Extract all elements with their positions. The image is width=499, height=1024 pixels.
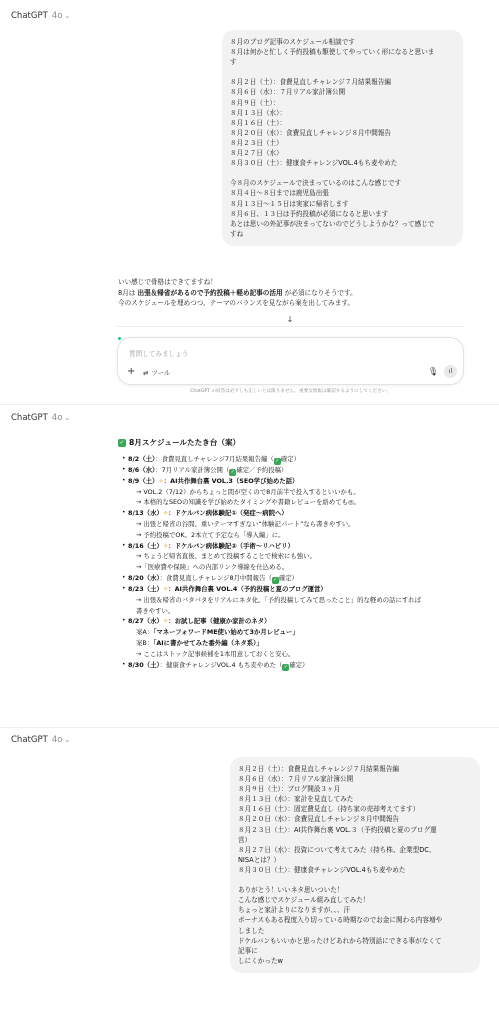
message-line: ありがとう！いいネタ思いついた！ — [238, 886, 344, 895]
model-label[interactable]: 4o — [51, 735, 63, 745]
message-line: ８月のブログ記事のスケジュール相談です — [230, 38, 355, 46]
assistant-line: 8月は 出張＆帰省があるので予約投稿＋軽め記事の活用 が必須になりそうです。 — [118, 288, 357, 297]
message-line: ８月は何かと忙しく予約投稿も駆使してやっていく形になると思いま — [230, 48, 435, 57]
message-line: ボーナスもある程度入り切っている時期なのでお金に関わる内容増や — [238, 916, 443, 925]
message-line: ８月４日〜８日までは鹿児島出張 — [230, 189, 329, 198]
check-icon: ✓ — [275, 457, 280, 464]
list-item: • 8/2（土）：食費見直しチャレンジ7月結果報告編（✓確定） — [122, 454, 300, 464]
sliders-icon: ⇄ — [143, 368, 149, 377]
app-title[interactable]: ChatGPT — [11, 11, 48, 21]
sparkle-icon: ✧ — [162, 509, 169, 518]
message-line: ８月１６日（土）： — [230, 118, 287, 127]
top-bar — [0, 2, 499, 30]
message-line: 記事に — [238, 946, 258, 955]
prompt-input[interactable]: 質問してみましょう — [129, 350, 189, 358]
message-line: ８月１３日〜１５日は実家に帰省します — [230, 199, 349, 208]
list-subitem: 案A：「マネーフォワードME使い始めて3か月レビュー」 — [136, 628, 299, 637]
list-subitem: →「医療費や保険」への内部リンク導線を仕込める。 — [136, 563, 289, 572]
message-line: ８月９日（土）：ブログ開設３ヶ月 — [238, 785, 341, 794]
top-bar — [0, 726, 499, 754]
message-line: す — [230, 58, 237, 67]
divider — [117, 326, 464, 327]
message-line: ８月２日（土）：食費見直しチャレンジ７月結果報告編 — [238, 765, 400, 773]
message-line: こんな感じでスケジュール組み直してみた！ — [238, 896, 370, 905]
app-title[interactable]: ChatGPT — [11, 413, 48, 423]
status-dot — [118, 337, 121, 340]
list-item: • 8/20（水）：食費見直しチャレンジ8月中間報告（✓確定） — [122, 573, 299, 583]
message-line: ８月２０日（水）：食費見直しチャレンジ８月中間報告 — [230, 128, 392, 137]
plus-icon[interactable]: + — [127, 366, 136, 377]
chevron-down-icon[interactable]: ⌄ — [64, 736, 71, 744]
message-line: ちょっと家計よりになりますが、、、汗 — [238, 906, 351, 915]
message-line: しました — [238, 926, 265, 935]
sparkle-icon: ✧ — [162, 584, 169, 593]
assistant-message-2 — [118, 438, 478, 671]
assistant-line: 今のスケジュールを埋めつつ、テーマのバランスを見ながら案を出してみます。 — [118, 299, 354, 307]
chevron-down-icon[interactable]: ⌄ — [64, 12, 71, 20]
user-message-1 — [222, 30, 463, 246]
message-line: 今８月のスケジュールで決まっているのはこんな感じです — [230, 179, 402, 188]
plan-title: ✓ 8月スケジュールたたき台（案） — [119, 438, 241, 447]
message-line: ８月２０日（水）：食費見直しチャレンジ８月中間報告 — [238, 815, 400, 824]
message-line — [238, 875, 472, 885]
assistant-message-1 — [118, 277, 357, 309]
message-line: NISAとは？） — [238, 855, 281, 864]
sparkle-icon: ✧ — [162, 617, 169, 626]
list-subitem: → ここはストック記事候補を1本用意しておくと安心。 — [136, 649, 295, 658]
list-subitem: → 出張と帰省の谷間、重いテーマすぎない“体験記パート”なら書きやすい。 — [136, 519, 355, 528]
list-item: • 8/9（土）✧：AI共作舞台裏 VOL.3（SEO学び始めた話） — [122, 476, 299, 485]
top-bar — [0, 404, 499, 432]
model-label[interactable]: 4o — [51, 413, 63, 423]
message-line: ８月１３日（水）： — [230, 108, 287, 117]
message-line: ８月２３日（土）：AI共作舞台裏 VOL.３（予約投稿と夏のブログ運 — [238, 825, 437, 834]
message-line: ８月２７日（水） — [230, 149, 283, 158]
list-subitem: → 本格的なSEOの知識を学び始めたタイミングや書籍レビューを絡めても◎。 — [136, 498, 360, 507]
scroll-down-icon[interactable]: ↓ — [286, 315, 294, 324]
list-subitem: → VOL.2（7/12）からちょっと間が空くので8月前半で投入するといいかも。 — [136, 487, 360, 496]
message-line: ８月６日（水）：７月リアル家計簿公開 — [238, 775, 354, 784]
message-line: すね — [230, 229, 244, 238]
message-line: ８月６日、１３日は予約投稿が必須になると思います — [230, 209, 389, 218]
check-icon: ✓ — [230, 468, 235, 475]
message-line — [230, 67, 455, 77]
user-message-2 — [230, 757, 480, 973]
list-item: • 8/13（水）✧：ドケルバン病体験記①（発症〜病院へ） — [122, 509, 288, 518]
model-label[interactable]: 4o — [51, 11, 63, 21]
check-icon: ✓ — [273, 576, 278, 583]
message-line: ８月１６日（土）：固定費見直し（持ち家の売却考えてます） — [238, 805, 420, 814]
message-line — [230, 168, 455, 178]
message-line: ８月３０日（土）：健康食チャレンジVOL.4もち麦やめた — [238, 865, 406, 874]
message-line: ８月３０日（土）：健康食チャレンジVOL.4もち麦やめた — [230, 159, 398, 168]
message-line: しにくかったw — [238, 956, 283, 965]
list-subitem: 書きやすい。 — [136, 606, 175, 615]
disclaimer: ChatGPT の回答は必ずしも正しいとは限りません。重要な情報は確認するようにしてください。 — [190, 389, 391, 394]
message-composer[interactable] — [117, 337, 464, 385]
voice-mode-icon[interactable]: ıl — [444, 365, 457, 378]
check-icon: ✓ — [119, 439, 125, 447]
message-line: ８月９日（土）： — [230, 98, 280, 107]
list-item: • 8/6（水）：7月リアル家計簿公開（✓確定／予約投稿） — [122, 465, 288, 475]
message-line: あとは思いの外記事が決まってないのでどうしようかな？って感じで — [230, 219, 435, 228]
list-subitem: → 予約投稿でOK。2本立て予定なら「導入編」に。 — [136, 530, 285, 539]
message-line: ８月２日（土）：食費見直しチャレンジ７月結果報告編 — [230, 78, 392, 87]
list-subitem: → 出張＆帰省のバタバタをリアルにネタ化。「予約投稿してみて思ったこと」的な軽めの話にすれば — [136, 595, 422, 604]
message-line: ８月６日（水）：７月リアル家計簿公開 — [230, 88, 346, 97]
tools-label: ツール — [151, 369, 171, 377]
chevron-down-icon[interactable]: ⌄ — [64, 414, 71, 422]
list-item: • 8/23（土）✧：AI共作舞台裏 VOL.4（予約投稿と夏のブログ運営） — [122, 584, 327, 593]
sparkle-icon: ✧ — [162, 541, 169, 550]
tools-button[interactable] — [143, 368, 170, 377]
list-item: • 8/27（水）✧：お試し記事（健康か家計のネタ） — [122, 617, 271, 626]
sparkle-icon: ✧ — [158, 476, 164, 485]
app-title[interactable]: ChatGPT — [11, 735, 48, 745]
message-line: ８月１３日（水）：家計を見直してみた — [238, 795, 354, 804]
message-line: ８月２７日（水）：投資について考えてみた（持ち株、企業型DC、 — [238, 845, 436, 854]
list-item: • 8/16（土）✧：ドケルバン病体験記②（手術〜リハビリ） — [122, 541, 294, 550]
message-line: ドケルバンもいいかと思ったけどあれから特別話にできる事がなくて — [238, 936, 442, 945]
assistant-line: いい感じで骨格はできてますね！ — [118, 278, 217, 286]
list-item: • 8/30（土）：健康食チャレンジVOL.4 もち麦やめた（✓確定） — [122, 660, 309, 670]
message-line: ８月２３日（土） — [230, 138, 283, 147]
microphone-icon[interactable]: 🎙 — [428, 367, 439, 376]
message-line: 営） — [238, 835, 252, 844]
list-subitem: → ちょうど帰省直後、まとめて投稿することで検索にも強い。 — [136, 552, 316, 561]
check-icon: ✓ — [283, 663, 288, 670]
list-subitem: 案B：「AIに書かせてみた番外編（ネタ系）」 — [136, 638, 263, 647]
